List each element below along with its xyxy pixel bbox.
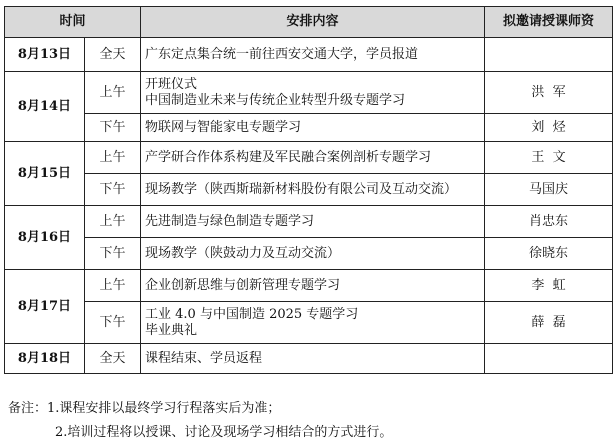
date-cell: 8月15日: [5, 142, 85, 206]
content-line: 现场教学（陕鼓动力及互动交流）: [145, 245, 341, 261]
table-row: [5, 174, 613, 206]
content-line: 广东定点集合统一前往西安交通大学，学员报道: [145, 46, 419, 62]
table-row: [5, 344, 613, 374]
content-line: 开班仪式: [145, 76, 198, 92]
table-row: [5, 270, 613, 302]
schedule-body: [5, 38, 613, 374]
lecturer-cell: [485, 72, 613, 114]
lecturer-name: 刘 烃: [531, 119, 566, 135]
date-cell: 8月16日: [5, 206, 85, 270]
content-cell: [141, 238, 485, 270]
period-cell: 上午: [85, 142, 141, 174]
content-cell: [141, 270, 485, 302]
lecturer-name: 薛 磊: [531, 314, 566, 330]
content-line: 先进制造与绿色制造专题学习: [145, 213, 315, 229]
date-cell: 8月17日: [5, 270, 85, 344]
lecturer-cell: [485, 270, 613, 302]
content-cell: [141, 206, 485, 238]
period-cell: 下午: [85, 174, 141, 206]
content-cell: [141, 72, 485, 114]
period-cell: 上午: [85, 270, 141, 302]
period-cell: 下午: [85, 238, 141, 270]
table-row: [5, 302, 613, 344]
date-cell: 8月18日: [5, 344, 85, 374]
content-cell: [141, 38, 485, 72]
date-cell: 8月13日: [5, 38, 85, 72]
content-line: 物联网与智能家电专题学习: [145, 119, 302, 135]
table-row: [5, 206, 613, 238]
content-line: 毕业典礼: [145, 322, 198, 338]
header-content: 安排内容: [141, 7, 485, 38]
content-cell: [141, 114, 485, 142]
date-cell: 8月14日: [5, 72, 85, 142]
lecturer-cell: [485, 344, 613, 374]
lecturer-name: 李 虹: [531, 277, 566, 293]
note-line-2: 2.培训过程将以授课、讨论及现场学习相结合的方式进行。: [55, 425, 393, 440]
content-cell: [141, 142, 485, 174]
table-row: [5, 38, 613, 72]
content-line: 课程结束、学员返程: [145, 350, 263, 366]
header-time: 时间: [5, 7, 141, 38]
lecturer-cell: [485, 206, 613, 238]
content-line: 工业 4.0 与中国制造 2025 专题学习: [145, 306, 359, 322]
table-row: [5, 72, 613, 114]
table-row: [5, 114, 613, 142]
lecturer-name: 肖忠东: [529, 213, 569, 229]
period-cell: 全天: [85, 344, 141, 374]
lecturer-name: 洪 军: [531, 84, 566, 100]
note-line-1: 备注：1.课程安排以最终学习行程落实后为准；: [8, 401, 281, 416]
period-cell: 全天: [85, 38, 141, 72]
period-cell: 上午: [85, 72, 141, 114]
table-row: [5, 238, 613, 270]
period-cell: 下午: [85, 302, 141, 344]
lecturer-cell: [485, 302, 613, 344]
lecturer-name: 王 文: [531, 149, 566, 165]
schedule-table: [4, 6, 613, 374]
content-line: 企业创新思维与创新管理专题学习: [145, 277, 341, 293]
period-cell: 上午: [85, 206, 141, 238]
lecturer-cell: [485, 238, 613, 270]
lecturer-cell: [485, 174, 613, 206]
content-cell: [141, 174, 485, 206]
content-line: 中国制造业未来与传统企业转型升级专题学习: [145, 92, 406, 108]
content-cell: [141, 302, 485, 344]
header-lecturer: 拟邀请授课师资: [485, 7, 613, 38]
lecturer-cell: [485, 38, 613, 72]
content-cell: [141, 344, 485, 374]
table-header-row: [5, 7, 613, 38]
period-cell: 下午: [85, 114, 141, 142]
content-line: 产学研合作体系构建及军民融合案例剖析专题学习: [145, 149, 432, 165]
lecturer-cell: [485, 142, 613, 174]
lecturer-name: 徐晓东: [529, 245, 569, 261]
lecturer-name: 马国庆: [529, 181, 569, 197]
content-line: 现场教学（陕西斯瑞新材料股份有限公司及互动交流）: [145, 181, 458, 197]
lecturer-cell: [485, 114, 613, 142]
table-row: [5, 142, 613, 174]
